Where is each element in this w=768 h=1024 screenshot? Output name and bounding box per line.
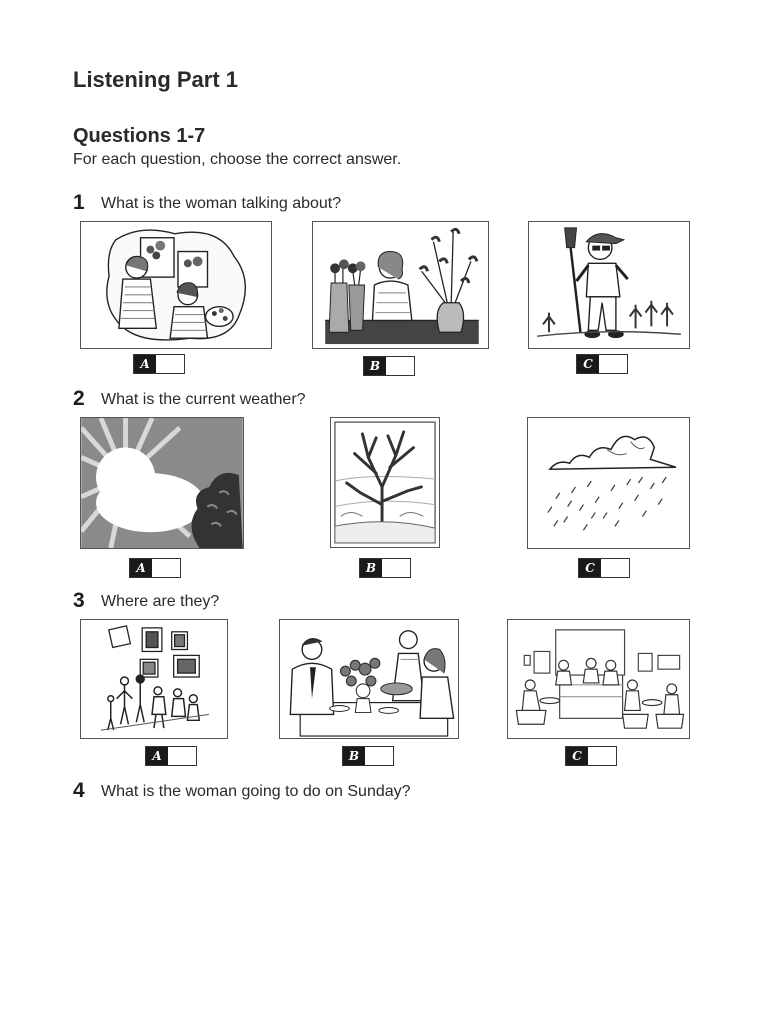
section-title: Questions 1-7 [73, 125, 206, 147]
answer-checkbox[interactable] [599, 355, 627, 373]
question-number: 1 [73, 191, 85, 214]
answer-checkbox[interactable] [152, 559, 180, 577]
answer-box-a[interactable] [133, 354, 185, 374]
option-letter: C [566, 747, 588, 765]
dinner-illustration [280, 620, 458, 738]
answer-box-c[interactable] [565, 746, 617, 766]
option-letter: A [146, 747, 168, 765]
sun-illustration [81, 418, 243, 548]
answer-checkbox[interactable] [168, 747, 196, 765]
answer-checkbox[interactable] [386, 357, 414, 375]
instructions: For each question, choose the correct answer. [73, 151, 402, 168]
snow-tree-illustration [331, 418, 439, 547]
option-letter: B [343, 747, 365, 765]
answer-box-b[interactable] [342, 746, 394, 766]
option-letter: A [130, 559, 152, 577]
gallery-illustration [81, 620, 227, 738]
answer-checkbox[interactable] [365, 747, 393, 765]
option-picture-rain[interactable] [527, 417, 690, 549]
option-picture-gallery[interactable] [80, 619, 228, 739]
question-text: Where are they? [101, 593, 220, 610]
option-letter: B [360, 559, 382, 577]
answer-checkbox[interactable] [601, 559, 629, 577]
option-letter: A [134, 355, 156, 373]
question-number: 2 [73, 387, 85, 410]
answer-checkbox[interactable] [156, 355, 184, 373]
question-number: 4 [73, 779, 85, 802]
option-letter: C [577, 355, 599, 373]
painting-illustration [81, 222, 271, 348]
answer-box-a[interactable] [145, 746, 197, 766]
answer-checkbox[interactable] [588, 747, 616, 765]
option-picture-painting[interactable] [80, 221, 272, 349]
cafe-illustration [508, 620, 689, 738]
option-picture-snow[interactable] [330, 417, 440, 548]
gardening-illustration [529, 222, 689, 348]
answer-box-c[interactable] [578, 558, 630, 578]
question-text: What is the woman going to do on Sunday? [101, 783, 411, 800]
question-text: What is the current weather? [101, 391, 306, 408]
option-picture-sunny[interactable] [80, 417, 244, 549]
question-number: 3 [73, 589, 85, 612]
answer-box-b[interactable] [359, 558, 411, 578]
answer-box-a[interactable] [129, 558, 181, 578]
option-letter: C [579, 559, 601, 577]
flowers-illustration [313, 222, 488, 348]
option-picture-cafe[interactable] [507, 619, 690, 739]
question-text: What is the woman talking about? [101, 195, 342, 212]
answer-box-c[interactable] [576, 354, 628, 374]
answer-checkbox[interactable] [382, 559, 410, 577]
option-letter: B [364, 357, 386, 375]
page-title: Listening Part 1 [73, 67, 239, 92]
option-picture-flowers[interactable] [312, 221, 489, 349]
rain-illustration [528, 418, 689, 548]
option-picture-dinner[interactable] [279, 619, 459, 739]
option-picture-gardening[interactable] [528, 221, 690, 349]
answer-box-b[interactable] [363, 356, 415, 376]
